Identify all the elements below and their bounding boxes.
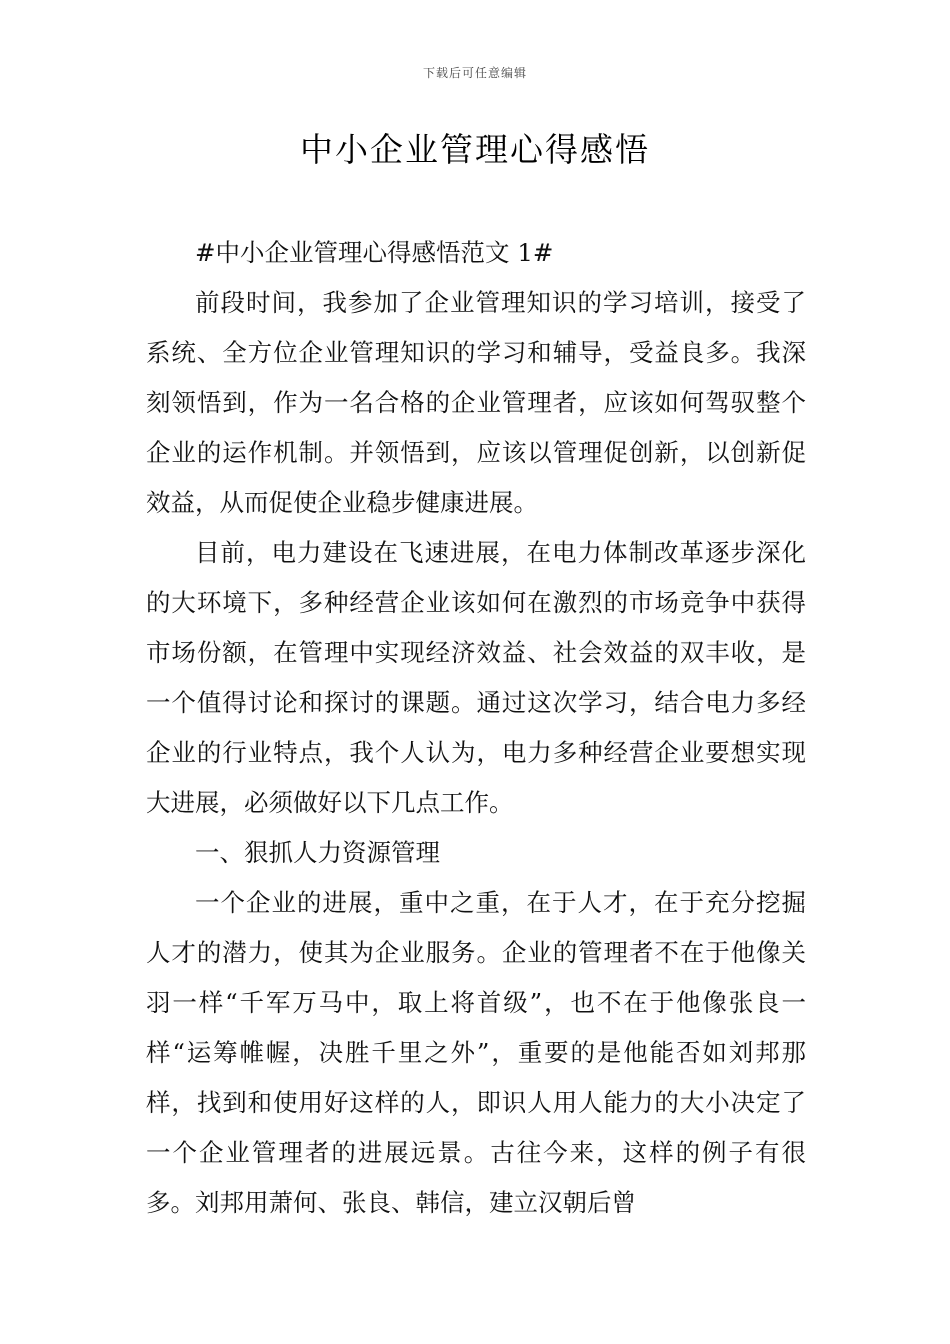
subsection-heading: 一、狠抓人力资源管理	[195, 838, 440, 867]
paragraph: 目前，电力建设在飞速进展，在电力体制改革逐步深化的大环境下，多种经营企业该如何在激烈的市场竞争中获得市场份额，在管理中实现经济效益、社会效益的双丰收，是一个值得讨论和探讨的课题。通过这次学习，结合电力多经企业的行业特点，我个人认为，电力多种经营企业要想实现大进展，必须做好以下几点工作。	[146, 538, 806, 817]
header-note: 下载后可任意编辑	[422, 66, 527, 80]
section-heading: #中小企业管理心得感悟范文 1#	[195, 238, 554, 267]
paragraph: 一个企业的进展，重中之重，在于人才，在于充分挖掘人才的潜力，使其为企业服务。企业的管理者不在于他像关羽一样“千军万马中，取上将首级”，也不在于他像张良一样“运筹帷幄，决胜千里之外”，重要的是他能否如刘邦那样，找到和使用好这样的人，即识人用人能力的大小决定了一个企业管理者的进展远景。古往今来，这样的例子有很多。刘邦用萧何、张良、韩信，建立汉朝后曾	[146, 888, 806, 1217]
paragraph: 前段时间，我参加了企业管理知识的学习培训，接受了系统、全方位企业管理知识的学习和辅导，受益良多。我深刻领悟到，作为一名合格的企业管理者，应该如何驾驭整个企业的运作机制。并领悟到，应该以管理促创新，以创新促效益，从而促使企业稳步健康进展。	[146, 288, 806, 517]
document-body	[146, 228, 806, 1228]
document-title: 中小企业管理心得感悟	[300, 130, 650, 169]
